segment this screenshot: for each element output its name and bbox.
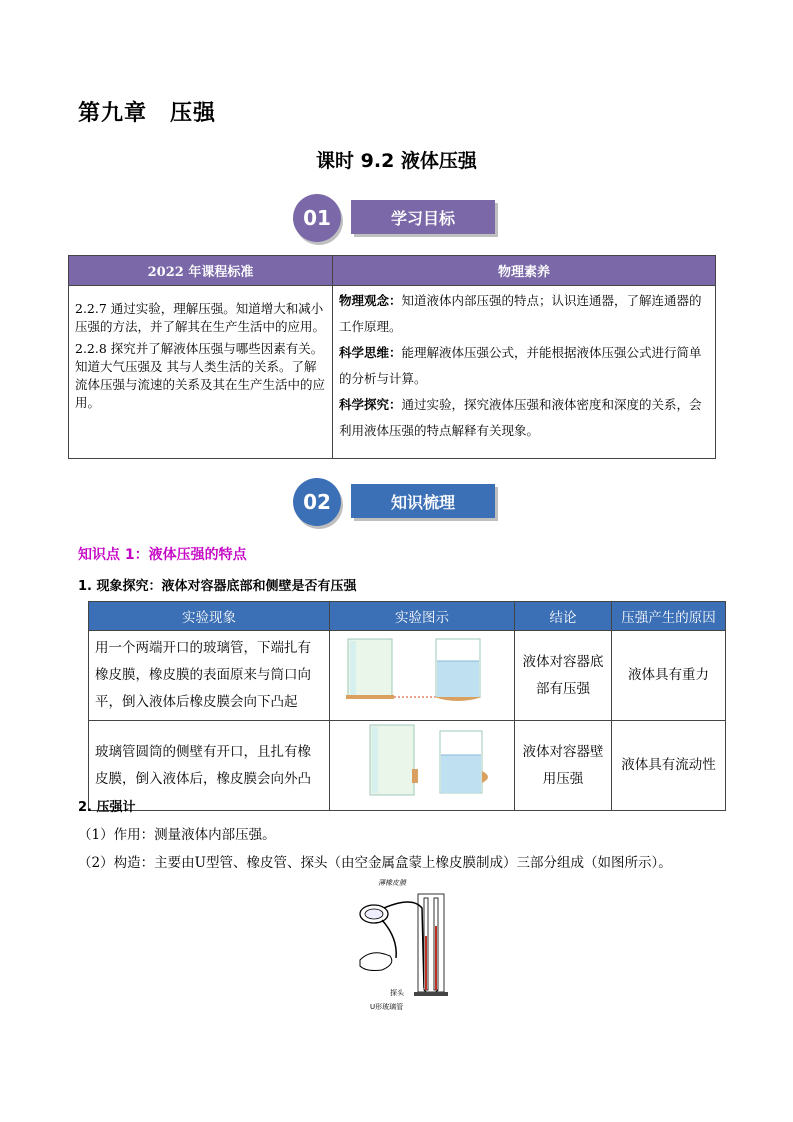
badge-number: 01 bbox=[293, 194, 341, 242]
section-badge-goals bbox=[293, 194, 503, 242]
conclusion-cell: 液体对容器壁用压强 bbox=[515, 721, 612, 811]
tube-label: U形玻璃管 bbox=[370, 1003, 404, 1011]
header-literacy: 物理素养 bbox=[333, 256, 716, 286]
header-standard: 2022 年课程标准 bbox=[69, 256, 333, 286]
bottom-membrane-figure bbox=[330, 631, 512, 710]
standard-item: 2.2.8 探究并了解液体压强与哪些因素有关。知道大气压强及 其与人类生活的关系。了解流体压强与流速的关系及其在生产生活中的应用。 bbox=[75, 341, 326, 410]
section2-line: （1）作用：测量液体内部压强。 bbox=[78, 827, 276, 843]
phenomenon-cell: 用一个两端开口的玻璃管，下端扎有橡皮膜，橡皮膜的表面原来与筒口向平，倒入液体后橡皮膜会向下凸起 bbox=[89, 631, 330, 721]
side-membrane-figure bbox=[330, 721, 512, 800]
table-row bbox=[89, 631, 726, 721]
lesson-title: 课时 9.2 液体压强 bbox=[316, 150, 477, 172]
membrane-label: 薄橡皮膜 bbox=[378, 879, 406, 887]
standard-item: 2.2.7 通过实验，理解压强。知道增大和减小压强的方法，并了解其在生产生活中的应用。 bbox=[75, 301, 326, 334]
literacy-item: 物理观念：知道液体内部压强的特点；认识连通器，了解连通器的工作原理。 bbox=[339, 293, 702, 334]
phenomenon-cell: 玻璃管圆筒的侧壁有开口，且扎有橡皮膜，倒入液体后，橡皮膜会向外凸 bbox=[89, 721, 330, 811]
standards-cell bbox=[69, 286, 333, 459]
literacy-cell bbox=[333, 286, 716, 459]
literacy-item: 科学探究：通过实验，探究液体压强和液体密度和深度的关系，会利用液体压强的特点解释有关现象。 bbox=[339, 397, 702, 438]
knowledge-point-title: 知识点 1：液体压强的特点 bbox=[78, 547, 247, 563]
figure-cell bbox=[330, 721, 515, 811]
badge-label: 知识梳理 bbox=[351, 484, 495, 518]
conclusion-cell: 液体对容器底部有压强 bbox=[515, 631, 612, 721]
header-conclusion: 结论 bbox=[515, 602, 612, 631]
probe-label: 探头 bbox=[390, 989, 404, 997]
badge-label: 学习目标 bbox=[351, 200, 495, 234]
table-row bbox=[89, 721, 726, 811]
literacy-item: 科学思维：能理解液体压强公式，并能根据液体压强公式进行简单的分析与计算。 bbox=[339, 345, 702, 386]
section1-title: 1. 现象探究：液体对容器底部和侧壁是否有压强 bbox=[78, 579, 357, 594]
header-cause: 压强产生的原因 bbox=[612, 602, 726, 631]
header-phenomenon: 实验现象 bbox=[89, 602, 330, 631]
pressure-gauge-figure bbox=[352, 878, 452, 1016]
goals-table bbox=[68, 255, 716, 459]
section-badge-knowledge bbox=[293, 478, 503, 526]
header-figure: 实验图示 bbox=[330, 602, 515, 631]
experiment-table bbox=[88, 601, 726, 811]
cause-cell: 液体具有流动性 bbox=[612, 721, 726, 811]
cause-cell: 液体具有重力 bbox=[612, 631, 726, 721]
section2-title: 2. 压强计 bbox=[78, 800, 136, 815]
figure-cell bbox=[330, 631, 515, 721]
section2-line: （2）构造：主要由U型管、橡皮管、探头（由空金属盒蒙上橡皮膜制成）三部分组成（如图所示）。 bbox=[78, 855, 672, 871]
badge-number: 02 bbox=[293, 478, 341, 526]
chapter-title: 第九章 压强 bbox=[78, 101, 217, 126]
